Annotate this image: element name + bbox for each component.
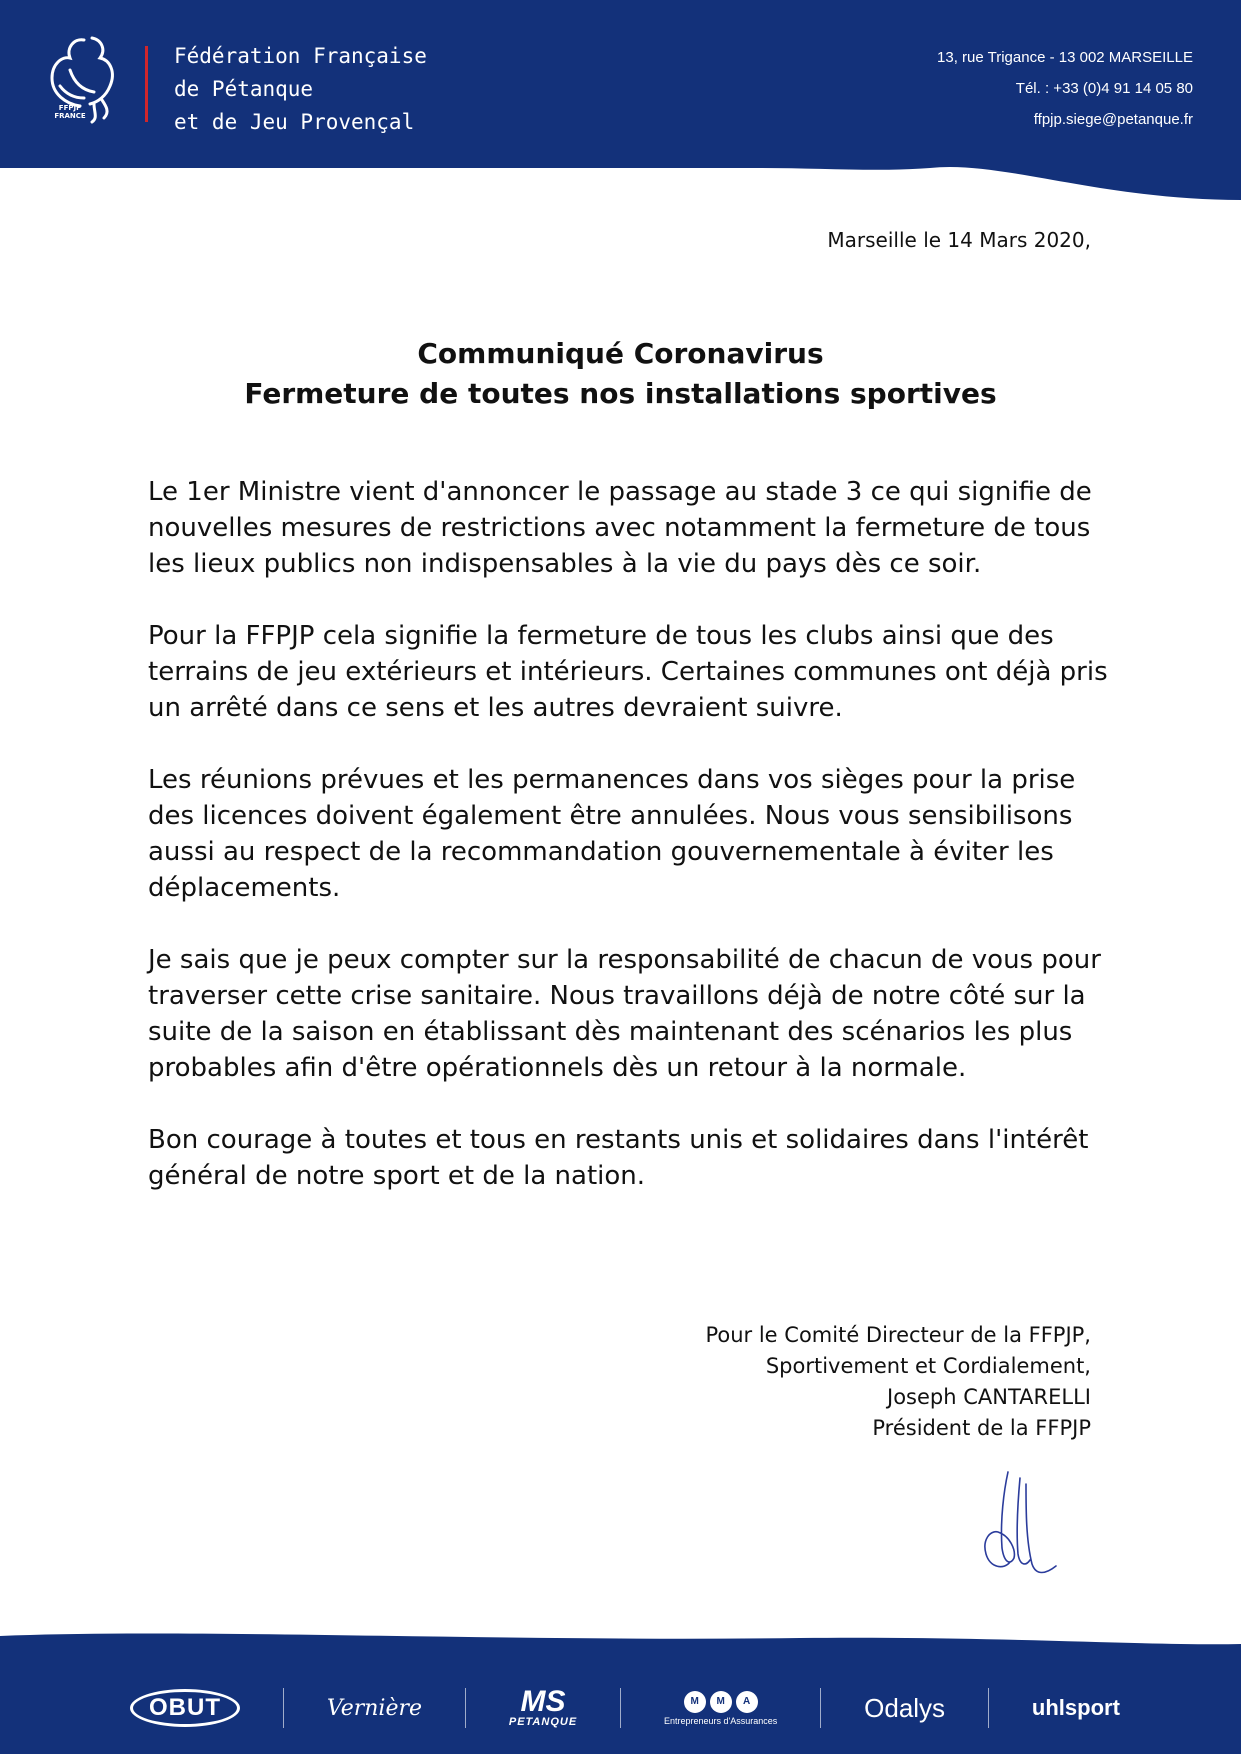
federation-line: de Pétanque — [174, 77, 314, 101]
red-divider — [145, 46, 148, 122]
sponsor-divider — [988, 1688, 989, 1728]
handwritten-signature — [980, 1470, 1060, 1580]
letterhead — [0, 0, 1241, 200]
paragraph: Je sais que je peux compter sur la responsabilité de chacun de vous pour traverser cette crise sanitaire. Nous travaillons déjà de notre côté sur la suite de la saison en établissant dès maintenant des scénarios les plus probables afin d'être opérationnels dès un retour à la normale. — [148, 945, 1101, 1083]
closing-block — [705, 1320, 1091, 1444]
signatory-name: Joseph CANTARELLI — [887, 1385, 1091, 1409]
sponsor-divider — [465, 1688, 466, 1728]
email-link[interactable]: ffpjp.siege@petanque.fr — [1033, 111, 1193, 128]
contact-block — [937, 42, 1193, 135]
closing-line: Sportivement et Cordialement, — [765, 1354, 1091, 1378]
federation-name — [174, 40, 427, 139]
letter-date: Marseille le 14 Mars 2020, — [827, 228, 1091, 252]
federation-line: et de Jeu Provençal — [174, 110, 415, 134]
sponsor-ms-logo: MS PETANQUE — [508, 1685, 578, 1728]
sponsor-divider — [820, 1688, 821, 1728]
sponsor-divider — [283, 1688, 284, 1728]
title-line: Fermeture de toutes nos installations sportives — [244, 377, 997, 410]
closing-line: Pour le Comité Directeur de la FFPJP, — [705, 1323, 1091, 1347]
title-line: Communiqué Coronavirus — [417, 337, 824, 370]
signatory-title: Président de la FFPJP — [872, 1416, 1091, 1440]
sponsor-verniere-logo: Vernière — [326, 1695, 423, 1721]
sponsor-mma-logo: M M A Entrepreneurs d'Assurances — [664, 1691, 777, 1726]
letter-body — [148, 474, 1108, 1230]
paragraph: Bon courage à toutes et tous en restants unis et solidaires dans l'intérêt général de notre sport et de la nation. — [148, 1125, 1089, 1191]
sponsor-uhlsport-logo: uhlsport — [1031, 1695, 1120, 1720]
address: 13, rue Trigance - 13 002 MARSEILLE — [937, 49, 1193, 66]
sponsor-divider — [620, 1688, 621, 1728]
paragraph: Les réunions prévues et les permanences dans vos sièges pour la prise des licences doivent également être annulées. Nous vous sensibilisons aussi au respect de la recommandation gouvernementale à éviter les déplacements. — [148, 765, 1076, 903]
sponsor-obut-logo: OBUT — [130, 1689, 240, 1727]
paragraph: Pour la FFPJP cela signifie la fermeture de tous les clubs ainsi que des terrains de jeu extérieurs et intérieurs. Certaines communes ont déjà pris un arrêté dans ce sens et les autres devraient suivre. — [148, 621, 1108, 723]
sponsor-footer — [0, 1628, 1241, 1754]
sponsor-odalys-logo: Odalys — [864, 1692, 946, 1723]
sponsor-row — [130, 1673, 1120, 1743]
paragraph: Le 1er Ministre vient d'annoncer le passage au stade 3 ce qui signifie de nouvelles mesures de restrictions avec notamment la fermeture de tous les lieux publics non indispensables à la vie du pays dès ce soir. — [148, 477, 1092, 579]
phone: Tél. : +33 (0)4 91 14 05 80 — [1015, 80, 1193, 97]
letter-title — [0, 334, 1241, 414]
logo-caption: FFPJP FRANCE — [54, 104, 86, 120]
federation-line: Fédération Française — [174, 44, 427, 68]
